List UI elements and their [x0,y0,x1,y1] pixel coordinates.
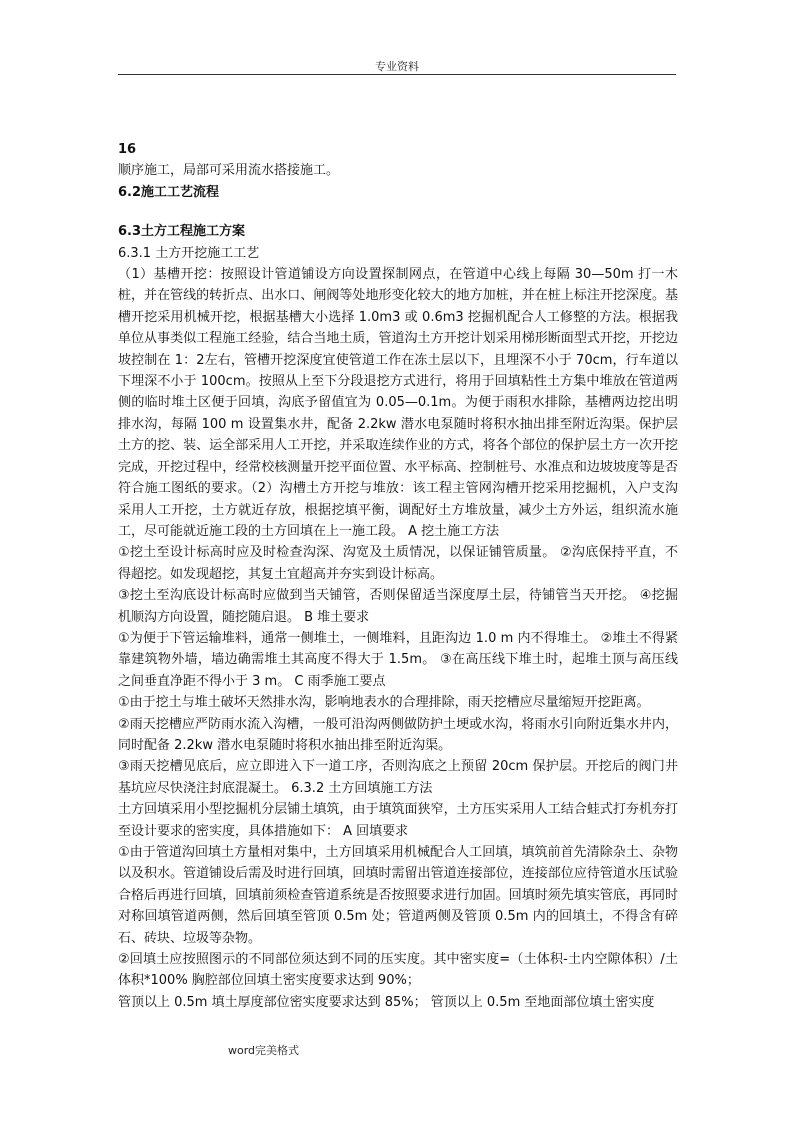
header-rule [118,74,676,75]
subsection-heading: 6.3.1 土方开挖施工工艺 [118,245,260,261]
paragraph: ②回填土应按照图示的不同部位须达到不同的压实度。其中密实度=（土体积-土内空隙体积）/土体积*100% 胸腔部位回填土密实度要求达到 90%； [118,952,678,989]
spacer [118,203,678,221]
page-number: 16 [118,142,137,157]
paragraph: ①为便于下管运输堆料，通常一侧堆土，一侧堆料，且距沟边 1.0 m 内不得堆土。 ②堆土不得紧靠建筑物外墙，墙边确需堆土其高度不得大于 1.5m。 ③在高压线下堆土时，起堆土顶与高压线之间垂直净距不得小于 3 m。 C 雨季施工要点 [118,630,678,689]
paragraph: ③雨天挖槽见底后，应立即进入下一道工序，否则沟底之上预留 20cm 保护层。开挖后的阀门井基坑应尽快浇注封底混凝土。 6.3.2 土方回填施工方法 [118,759,678,796]
paragraph: 管顶以上 0.5m 填土厚度部位密实度要求达到 85%； 管顶以上 0.5m 至地面部位填土密实度 [118,994,655,1010]
paragraph: ①由于挖土与堆土破坏天然排水沟，影响地表水的合理排除，雨天挖槽应尽量缩短开挖距离。 [118,695,650,711]
paragraph: ③挖土至沟底设计标高时应做到当天铺管，否则保留适当深度厚土层，待铺管当天开挖。 ④挖掘机顺沟方向设置，随挖随启退。 B 堆土要求 [118,588,678,625]
paragraph: ①由于管道沟回填土方量相对集中，土方回填采用机械配合人工回填，填筑前首先清除杂土、杂物以及积水。管道铺设后需及时进行回填，回填时需留出管道连接部位，连接部位应待管道水压试验合格后再进行回填，回填前须检查管道系统是否按照要求进行加固。回填时须先填实管底，再同时对称回填管道两侧，然后回填至管顶 0.5m 处；管道两侧及管顶 0.5m 内的回填土，不得含有碎石、砖块、垃圾等杂物。 [118,845,678,946]
section-heading: 6.3土方工程施工方案 [118,224,246,240]
paragraph: ①挖土至设计标高时应及时检查沟深、沟宽及土质情况，以保证铺管质量。 ②沟底保持平直，不得超挖。如发现超挖，其复土宜超高并夯实到设计标高。 [118,545,678,582]
paragraph: 顺序施工，局部可采用流水搭接施工。 [118,163,340,179]
document-body [118,139,678,1013]
paragraph: 土方回填采用小型挖掘机分层铺土填筑，由于填筑面狭窄，土方压实采用人工结合蛙式打夯机夯打至设计要求的密实度，具体措施如下： A 回填要求 [118,802,678,839]
paragraph: ②雨天挖槽应严防雨水流入沟槽，一般可沿沟两侧做防护土埂或水沟，将雨水引向附近集水井内，同时配备 2.2kw 潜水电泵随时将积水抽出排至附近沟渠。 [118,716,678,753]
paragraph: （1）基槽开挖：按照设计管道铺设方向设置探制网点，在管道中心线上每隔 30—50m 打一木桩，并在管线的转折点、出水口、闸阀等处地形变化较大的地方加桩，并在桩上标注开挖深度。基槽开挖采用机械开挖，根据基槽大小选择 1.0m3 或 0.6m3 挖掘机配合人工修整的方法。根据我单位从事类似工程施工经验，结合当地土质，管道沟土方开挖计划采用梯形断面型式开挖，开挖边坡控制在 1：2左右，管槽开挖深度宜使管道工作在冻土层以下，且埋深不小于 70cm，行车道以下埋深不小于 100cm。按照从上至下分段退挖方式进行，将用于回填粘性土方集中堆放在管道两侧的临时堆土区便于回填，沟底予留值宜为 0.05—0.1m。为便于雨积水排除，基槽两边挖出明排水沟，每隔 100 m 设置集水井，配备 2.2kw 潜水电泵随时将积水抽出排至附近沟渠。保护层土方的挖、装、运全部采用人工开挖，并采取连续作业的方式，将各个部位的保护层土方一次开挖完成，开挖过程中，经常校核测量开挖平面位置、水平标高、控制桩号、水准点和边坡坡度等是否符合施工图纸的要求。（2）沟槽土方开挖与堆放：该工程主管网沟槽开挖采用挖掘机，入户支沟采用人工开挖，土方就近存放，根据挖填平衡，调配好土方堆放量，减少土方外运，组织流水施工，尽可能就近施工段的土方回填在上一施工段。 A 挖土施工方法 [118,267,678,539]
page-header: 专业资料 [375,60,419,73]
page-footer: word完美格式 [228,1044,300,1057]
section-heading: 6.2施工工艺流程 [118,184,220,200]
